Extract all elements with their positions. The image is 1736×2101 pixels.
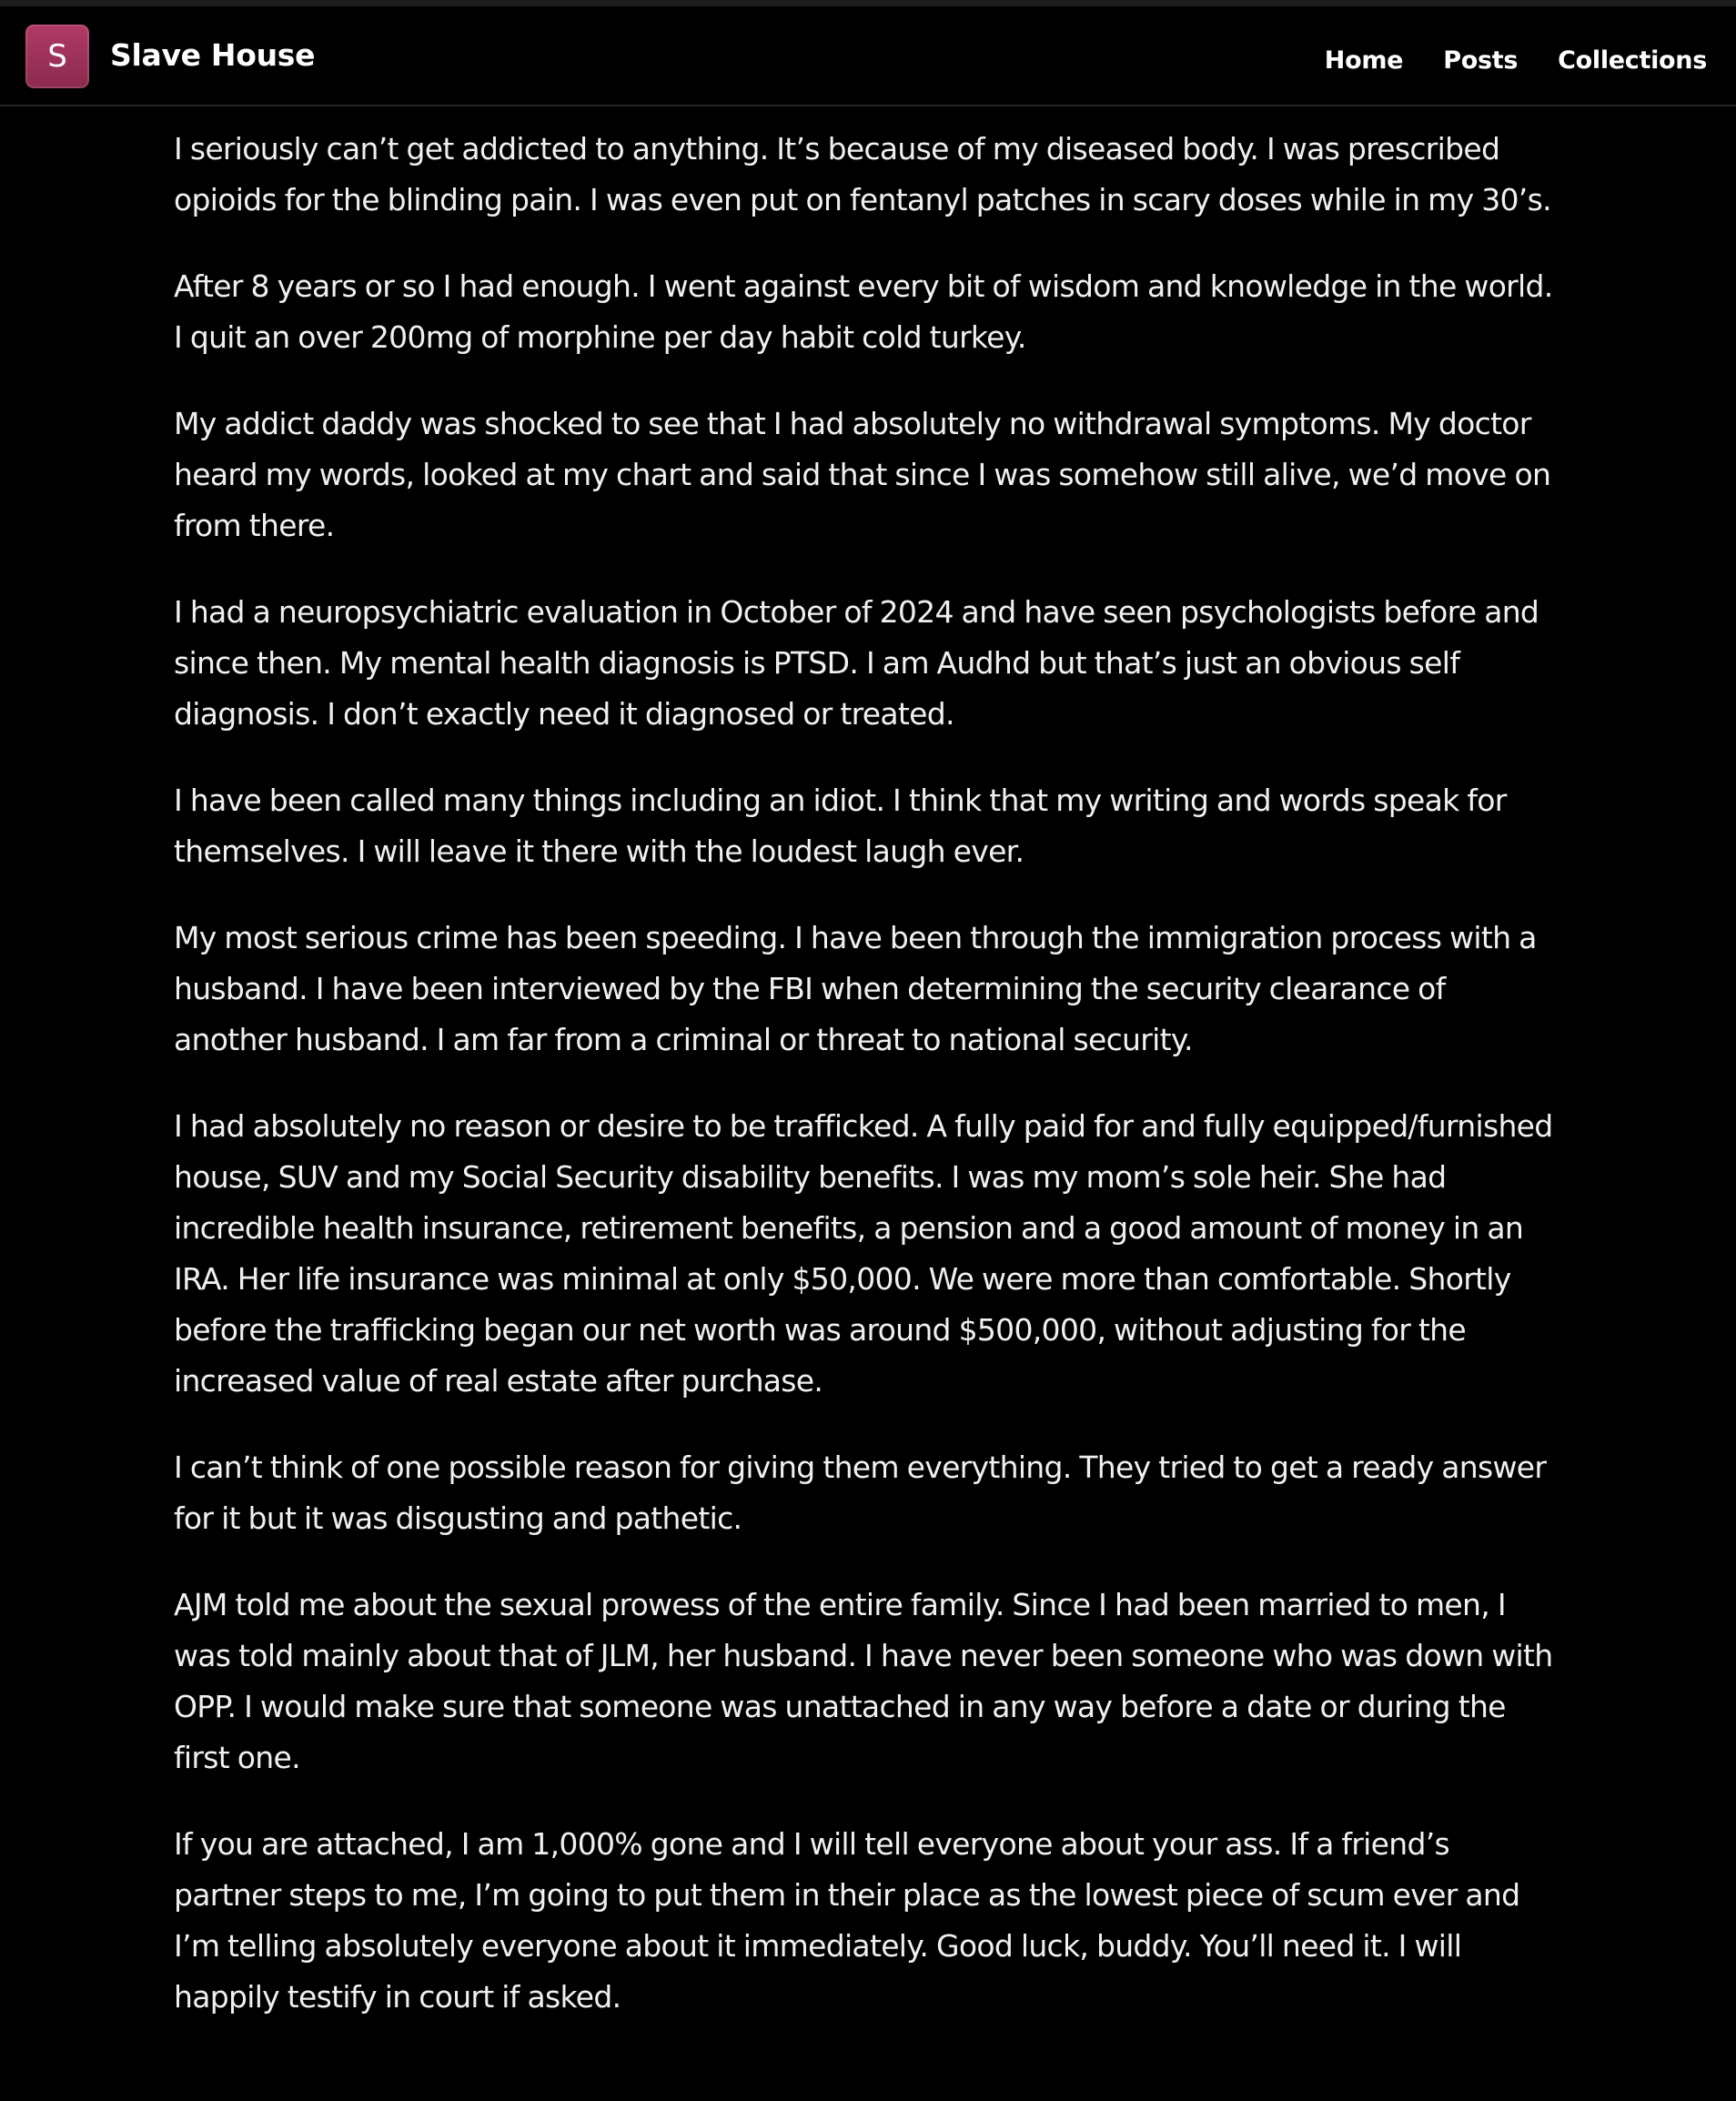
site-header <box>0 6 1736 106</box>
site-title[interactable]: Slave House <box>110 37 316 73</box>
post-paragraph: I had absolutely no reason or desire to be trafficked. A fully paid for and fully equipped/furnished house, SUV and my Social Security disability benefits. I was my mom’s sole heir. She had incredible health insurance, retirement benefits, a pension and a good amount of money in an IRA. Her life insurance was minimal at only $50,000. We were more than comfortable. Shortly before the trafficking began our net worth was around $500,000, without adjusting for the increased value of real estate after purchase. <box>174 1108 1553 1399</box>
post-paragraph: My most serious crime has been speeding. I have been through the immigration process with a husband. I have been interviewed by the FBI when determining the security clearance of another husband. I am far from a criminal or threat to national security. <box>174 920 1537 1057</box>
post-paragraph: I have been called many things including an idiot. I think that my writing and words speak for themselves. I will leave it there with the loudest laugh ever. <box>174 783 1507 869</box>
site-logo[interactable]: S <box>25 25 89 88</box>
post-body <box>174 124 1557 2058</box>
post-paragraph: If you are attached, I am 1,000% gone and I will tell everyone about your ass. If a friend’s partner steps to me, I’m going to put them in their place as the lowest piece of scum ever and I’m telling absolutely everyone about it immediately. Good luck, buddy. You’ll need it. I will happily testify in court if asked. <box>174 1826 1520 2015</box>
post-paragraph: After 8 years or so I had enough. I went against every bit of wisdom and knowledge in the world. I quit an over 200mg of morphine per day habit cold turkey. <box>174 268 1553 355</box>
post-paragraph: AJM told me about the sexual prowess of the entire family. Since I had been married to men, I was told mainly about that of JLM, her husband. I have never been someone who was down with OPP. I would make sure that someone was unattached in any way before a date or during the first one. <box>174 1587 1553 1775</box>
nav-posts-link[interactable]: Posts <box>1443 46 1519 75</box>
post-paragraph: I seriously can’t get addicted to anything. It’s because of my diseased body. I was prescribed opioids for the blinding pain. I was even put on fentanyl patches in scary doses while in my 30’s. <box>174 131 1551 217</box>
post-paragraph: I had a neuropsychiatric evaluation in October of 2024 and have seen psychologists before and since then. My mental health diagnosis is PTSD. I am Audhd but that’s just an obvious self diagnosis. I don’t exactly need it diagnosed or treated. <box>174 594 1539 732</box>
post-paragraph: My addict daddy was shocked to see that I had absolutely no withdrawal symptoms. My doctor heard my words, looked at my chart and said that since I was somehow still alive, we’d move on from there. <box>174 406 1551 543</box>
nav-home-link[interactable]: Home <box>1324 46 1404 75</box>
main-nav <box>1325 43 1707 79</box>
window-top-strip <box>0 0 1736 6</box>
nav-collections-link[interactable]: Collections <box>1558 46 1707 75</box>
post-paragraph: I can’t think of one possible reason for giving them everything. They tried to get a ready answer for it but it was disgusting and pathetic. <box>174 1449 1547 1536</box>
